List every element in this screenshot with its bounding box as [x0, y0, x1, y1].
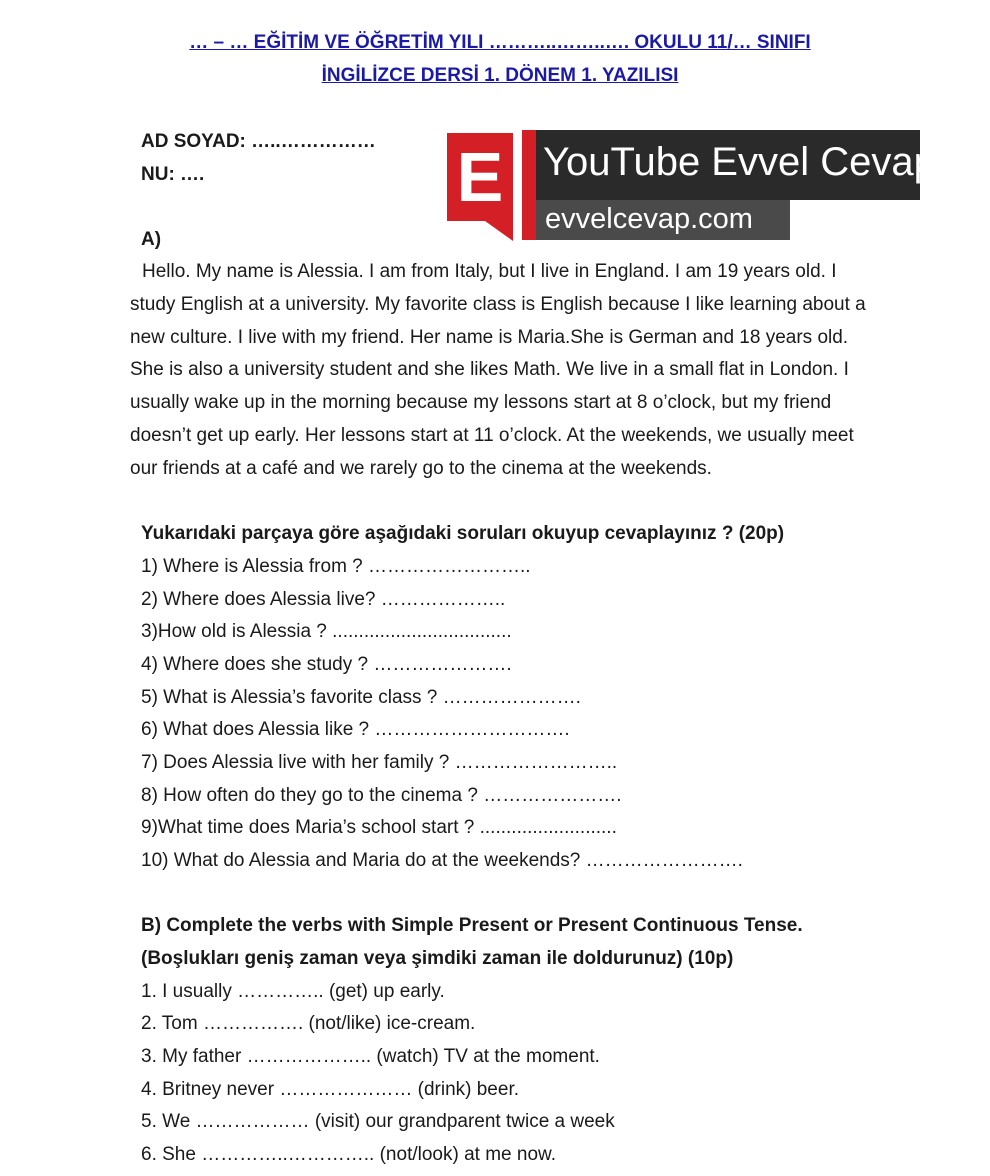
- question-item: 2) Where does Alessia live? ………………..: [141, 589, 506, 610]
- exam-header-line1: … – … EĞİTİM VE ÖĞRETİM YILI ………..……..…. OKULU 11/… SINIFI: [189, 32, 811, 53]
- reading-passage: [130, 256, 870, 486]
- fill-blank-item: 5. We ……………… (visit) our grandparent twice a week: [141, 1111, 615, 1132]
- logo-tail-shape: [485, 221, 513, 241]
- student-number-field: NU: ….: [141, 164, 205, 185]
- question-item: 6) What does Alessia like ? ………………………….: [141, 719, 570, 740]
- section-b-subtitle: (Boşlukları geniş zaman veya şimdiki zaman ile doldurunuz) (10p): [141, 948, 734, 969]
- question-item: 9)What time does Maria’s school start ? ..........................: [141, 817, 617, 838]
- fill-blank-item: 2. Tom ……………. (not/like) ice-cream.: [141, 1013, 476, 1034]
- fill-blank-item: 6. She …………..………….. (not/look) at me now.: [141, 1144, 556, 1165]
- fill-blank-item: 3. My father ……………….. (watch) TV at the moment.: [141, 1046, 600, 1067]
- question-item: 10) What do Alessia and Maria do at the weekends? …………………….: [141, 850, 743, 871]
- section-b-title: B) Complete the verbs with Simple Present or Present Continuous Tense.: [141, 915, 803, 936]
- evvel-cevap-banner: [447, 130, 936, 242]
- banner-red-bar: [522, 130, 536, 240]
- banner-title: YouTube Evvel Cevap: [543, 140, 936, 184]
- fill-blank-item: 1. I usually ………….. (get) up early.: [141, 981, 445, 1002]
- question-item: 3)How old is Alessia ? ..................................: [141, 621, 512, 642]
- fill-blank-item: 4. Britney never ………………… (drink) beer.: [141, 1079, 519, 1100]
- banner-site: evvelcevap.com: [545, 203, 753, 235]
- logo-letter: E: [456, 138, 504, 216]
- question-item: 1) Where is Alessia from ? ……………………..: [141, 556, 531, 577]
- passage-text: Hello. My name is Alessia. I am from Italy, but I live in England. I am 19 years old. I study English at a university. My favorite class is English because I like learning about a new culture. I live with my friend. Her name is Maria.She is German and 18 years old. She is also a university student and she likes Math. We live in a small flat in London. I usually wake up in the morning because my lessons start at 8 o’clock, but my friend doesn’t get up early. Her lessons start at 11 o’clock. At the weekends, we usually meet our friends at a café and we rarely go to the cinema at the weekends.: [130, 261, 866, 479]
- exam-header-line2: İNGİLİZCE DERSİ 1. DÖNEM 1. YAZILISI: [321, 65, 679, 86]
- question-item: 4) Where does she study ? ………………….: [141, 654, 512, 675]
- question-item: 8) How often do they go to the cinema ? ………………….: [141, 785, 622, 806]
- section-a-label: A): [141, 229, 162, 250]
- question-item: 5) What is Alessia’s favorite class ? ………………….: [141, 687, 581, 708]
- question-item: 7) Does Alessia live with her family ? ……………………..: [141, 752, 618, 773]
- reading-instruction: Yukarıdaki parçaya göre aşağıdaki soruları okuyup cevaplayınız ? (20p): [141, 523, 785, 544]
- evvel-logo-icon: [447, 133, 513, 221]
- student-name-field: AD SOYAD: …..……………: [141, 131, 376, 152]
